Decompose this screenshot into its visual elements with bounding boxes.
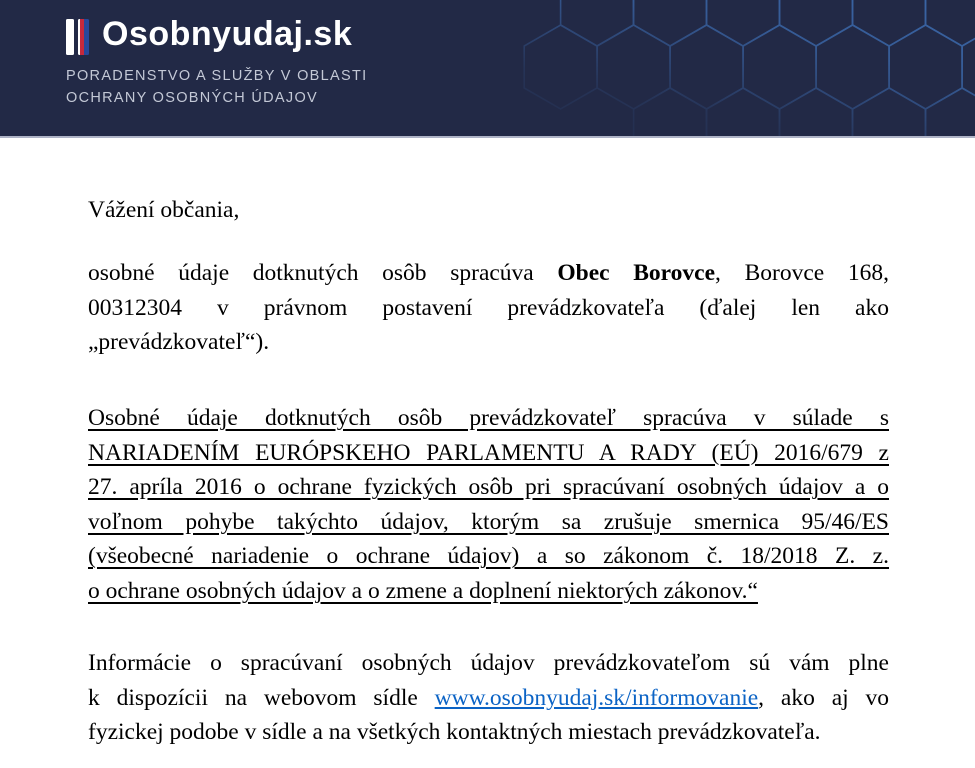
- paragraph-line: „prevádzkovateľ“).: [88, 329, 270, 356]
- paragraph-line: o ochrane osobných údajov a o zmene a doplnení niektorých zákonov.“: [88, 577, 758, 604]
- paragraph-line: [88, 256, 889, 291]
- paragraph-controller: [88, 256, 889, 360]
- hexagon-pattern-decoration: [415, 0, 975, 136]
- paragraph-line: Informácie o spracúvaní osobných údajov prevádzkovateľom sú vám plne: [88, 650, 889, 676]
- tagline: [66, 65, 367, 109]
- brand-header: [0, 0, 975, 138]
- paragraph-line: NARIADENÍM EURÓPSKEHO PARLAMENTU A RADY (EÚ) 2016/679 z: [88, 439, 889, 466]
- paragraph-line: voľnom pohybe takýchto údajov, ktorým sa zrušuje smernica 95/46/ES: [88, 508, 889, 535]
- tagline-line1: PORADENSTVO A SLUŽBY V OBLASTI: [66, 68, 368, 84]
- paragraph-line: (všeobecné nariadenie o ochrane údajov) a so zákonom č. 18/2018 Z. z.: [88, 543, 889, 570]
- paragraph-line: [88, 681, 889, 716]
- text-segment: k dispozícii na webovom sídle: [88, 684, 435, 711]
- paragraph-line: Osobné údaje dotknutých osôb prevádzkovateľ spracúva v súlade s: [88, 405, 889, 431]
- logo: [66, 16, 367, 55]
- text-segment: osobné údaje dotknutých osôb spracúva: [88, 260, 558, 286]
- paragraph-line: 27. apríla 2016 o ochrane fyzických osôb pri spracúvaní osobných údajov a o: [88, 474, 889, 501]
- paragraph-information: [88, 646, 889, 750]
- paragraph-line: Vážení občania,: [88, 197, 240, 223]
- flag-bars-icon: [66, 19, 89, 55]
- text-segment: , ako aj vo: [758, 684, 889, 711]
- text-segment: , Borovce 168,: [715, 260, 889, 286]
- controller-name-bold: Obec Borovce: [557, 260, 716, 286]
- salutation: [88, 193, 889, 228]
- informovanie-link[interactable]: www.osobnyudaj.sk/informovanie: [434, 684, 759, 711]
- logo-text: Osobnyudaj.sk: [102, 15, 353, 53]
- paragraph-legal-basis: [88, 401, 889, 609]
- brand-block: [66, 0, 367, 109]
- tagline-line2: OCHRANY OSOBNÝCH ÚDAJOV: [66, 90, 319, 106]
- paragraph-line: 00312304 v právnom postavení prevádzkovateľa (ďalej len ako: [88, 294, 889, 321]
- paragraph-line: fyzickej podobe v sídle a na všetkých kontaktných miestach prevádzkovateľa.: [88, 719, 821, 746]
